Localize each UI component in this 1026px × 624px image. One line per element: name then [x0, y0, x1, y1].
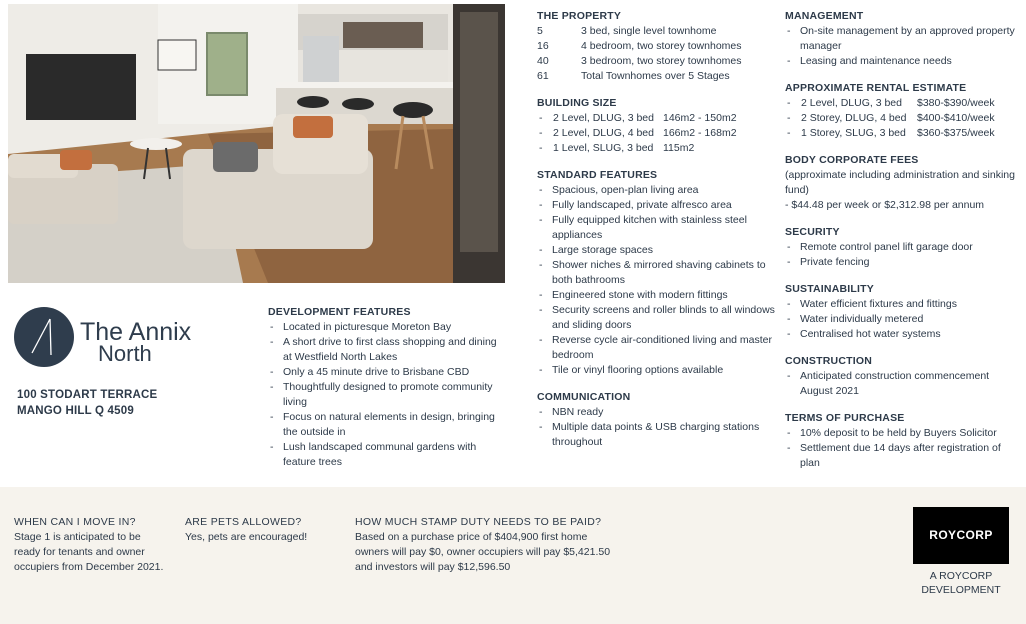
- table-row: - 1 Level, SLUG, 3 bed 115m2: [537, 141, 737, 156]
- rental-estimate-title: APPROXIMATE RENTAL ESTIMATE: [785, 82, 967, 94]
- table-row: [537, 69, 742, 84]
- building-size-value: 146m2 - 150m2: [663, 112, 737, 124]
- construction-title: CONSTRUCTION: [785, 355, 872, 367]
- the-property-section: [537, 9, 777, 84]
- list-item: - Large storage spaces: [537, 243, 777, 258]
- terms-title: TERMS OF PURCHASE: [785, 412, 905, 424]
- property-count: 16: [537, 40, 549, 52]
- development-features-section: [268, 305, 500, 470]
- building-size-value: 115m2: [663, 142, 695, 154]
- faq-answer: Yes, pets are encouraged!: [185, 531, 308, 543]
- list-item: - Anticipated construction commencement August 2021: [785, 369, 1021, 399]
- list-item: - Water individually metered: [785, 312, 1021, 327]
- list-item: - Reverse cycle air-conditioned living and master bedroom: [537, 333, 777, 363]
- roycorp-logo: ROYCORP: [913, 507, 1009, 564]
- table-row: - 2 Storey, DLUG, 4 bed $400-$410/week: [787, 112, 995, 124]
- security-title: SECURITY: [785, 226, 840, 238]
- body-corporate-section: [785, 153, 1021, 213]
- management-title: MANAGEMENT: [785, 10, 864, 22]
- the-property-title: THE PROPERTY: [537, 10, 622, 22]
- list-item: - On-site management by an approved property manager: [785, 24, 1021, 54]
- construction-section: [785, 354, 1021, 399]
- list-item: - Tile or vinyl flooring options available: [537, 363, 777, 378]
- list-item: - Shower niches & mirrored shaving cabinets to both bathrooms: [537, 258, 777, 288]
- list-item: - Thoughtfully designed to promote community living: [268, 380, 500, 410]
- building-type: 2 Level, DLUG, 3 bed: [553, 112, 654, 124]
- table-row: [537, 24, 742, 39]
- property-desc: 3 bedroom, two storey townhomes: [581, 55, 742, 67]
- rental-type: 2 Level, DLUG, 3 bed: [801, 97, 902, 109]
- faq-question: WHEN CAN I MOVE IN?: [14, 516, 136, 528]
- standard-features-section: [537, 168, 777, 378]
- development-logo: [14, 305, 254, 369]
- property-count: 61: [537, 70, 549, 82]
- list-item: - Security screens and roller blinds to all windows and sliding doors: [537, 303, 777, 333]
- faq-answer: Based on a purchase price of $404,900 first home owners will pay $0, owner occupiers will pay $5,421.50 and investors will pay $12,596.50: [355, 531, 611, 573]
- table-row: - 2 Level, DLUG, 4 bed 166m2 - 168m2: [539, 127, 737, 139]
- rental-type: 1 Storey, SLUG, 3 bed: [801, 127, 906, 139]
- communication-title: COMMUNICATION: [537, 391, 631, 403]
- table-row: [537, 39, 742, 54]
- body-corporate-title: BODY CORPORATE FEES: [785, 154, 919, 166]
- property-count: 5: [537, 25, 543, 37]
- list-item: - Only a 45 minute drive to Brisbane CBD: [268, 365, 500, 380]
- middle-column: [537, 9, 777, 450]
- rental-type: 2 Storey, DLUG, 4 bed: [801, 112, 907, 124]
- address-line1: 100 STODART TERRACE: [17, 389, 158, 401]
- body-corporate-amount: - $44.48 per week or $2,312.98 per annum: [785, 199, 985, 211]
- table-row: - 2 Level, DLUG, 3 bed 146m2 - 150m2: [539, 112, 737, 124]
- building-size-section: [537, 96, 777, 156]
- list-item: - Settlement due 14 days after registration of plan: [785, 441, 1021, 471]
- list-item: - Remote control panel lift garage door: [785, 240, 1021, 255]
- communication-section: [537, 390, 777, 450]
- development-features-title: DEVELOPMENT FEATURES: [268, 306, 411, 318]
- terms-section: [785, 411, 1021, 471]
- faq-item: [14, 515, 164, 575]
- list-item: - Lush landscaped communal gardens with feature trees: [268, 440, 500, 470]
- standard-features-title: STANDARD FEATURES: [537, 169, 658, 181]
- rental-price: $360-$375/week: [917, 127, 995, 139]
- building-type: 2 Level, DLUG, 4 bed: [553, 127, 654, 139]
- rental-price: $380-$390/week: [917, 97, 995, 109]
- sustainability-title: SUSTAINABILITY: [785, 283, 874, 295]
- right-column: [785, 9, 1021, 471]
- list-item: - Spacious, open-plan living area: [537, 183, 777, 198]
- list-item: - Fully landscaped, private alfresco area: [537, 198, 777, 213]
- property-desc: 3 bed, single level townhome: [581, 25, 717, 37]
- property-desc: Total Townhomes over 5 Stages: [581, 70, 730, 82]
- faq-item: [185, 515, 335, 545]
- table-row: [537, 54, 742, 69]
- list-item: - Water efficient fixtures and fittings: [785, 297, 1021, 312]
- table-row: - 2 Level, DLUG, 3 bed $380-$390/week: [787, 97, 995, 109]
- logo-name-line2: North: [98, 341, 152, 366]
- building-type: 1 Level, SLUG, 3 bed: [553, 142, 654, 154]
- faq-band: [0, 487, 1026, 624]
- rental-estimate-section: [785, 81, 1021, 141]
- faq-answer: Stage 1 is anticipated to be ready for tenants and owner occupiers from December 2021.: [14, 531, 164, 573]
- faq-question: HOW MUCH STAMP DUTY NEEDS TO BE PAID?: [355, 516, 602, 528]
- list-item: - Fully equipped kitchen with stainless steel appliances: [537, 213, 777, 243]
- developer-tagline: A ROYCORP DEVELOPMENT: [921, 570, 1001, 596]
- table-row: - 1 Storey, SLUG, 3 bed $360-$375/week: [787, 127, 995, 139]
- address-line2: MANGO HILL Q 4509: [17, 405, 134, 417]
- list-item: - Focus on natural elements in design, bringing the outside in: [268, 410, 500, 440]
- address: [17, 387, 157, 419]
- security-section: [785, 225, 1021, 270]
- logo-mark-icon: [14, 307, 74, 367]
- list-item: - Leasing and maintenance needs: [785, 54, 1021, 69]
- list-item: - Centralised hot water systems: [785, 327, 1021, 342]
- list-item: - NBN ready: [537, 405, 777, 420]
- building-size-value: 166m2 - 168m2: [663, 127, 737, 139]
- logo-name-line1: The Annix: [80, 318, 192, 346]
- list-item: - 10% deposit to be held by Buyers Solicitor: [785, 426, 1021, 441]
- list-item: - A short drive to first class shopping and dining at Westfield North Lakes: [268, 335, 500, 365]
- property-desc: 4 bedroom, two storey townhomes: [581, 40, 742, 52]
- sustainability-section: [785, 282, 1021, 342]
- list-item: - Multiple data points & USB charging stations throughout: [537, 420, 777, 450]
- faq-question: ARE PETS ALLOWED?: [185, 516, 302, 528]
- management-section: [785, 9, 1021, 69]
- list-item: - Located in picturesque Moreton Bay: [268, 320, 500, 335]
- building-size-title: BUILDING SIZE: [537, 97, 617, 109]
- faq-item: [355, 515, 615, 575]
- rental-price: $400-$410/week: [917, 112, 995, 124]
- interior-photo: [8, 4, 505, 283]
- list-item: - Engineered stone with modern fittings: [537, 288, 777, 303]
- property-count: 40: [537, 55, 549, 67]
- list-item: - Private fencing: [785, 255, 1021, 270]
- body-corporate-note: (approximate including administration and sinking fund): [785, 169, 1015, 196]
